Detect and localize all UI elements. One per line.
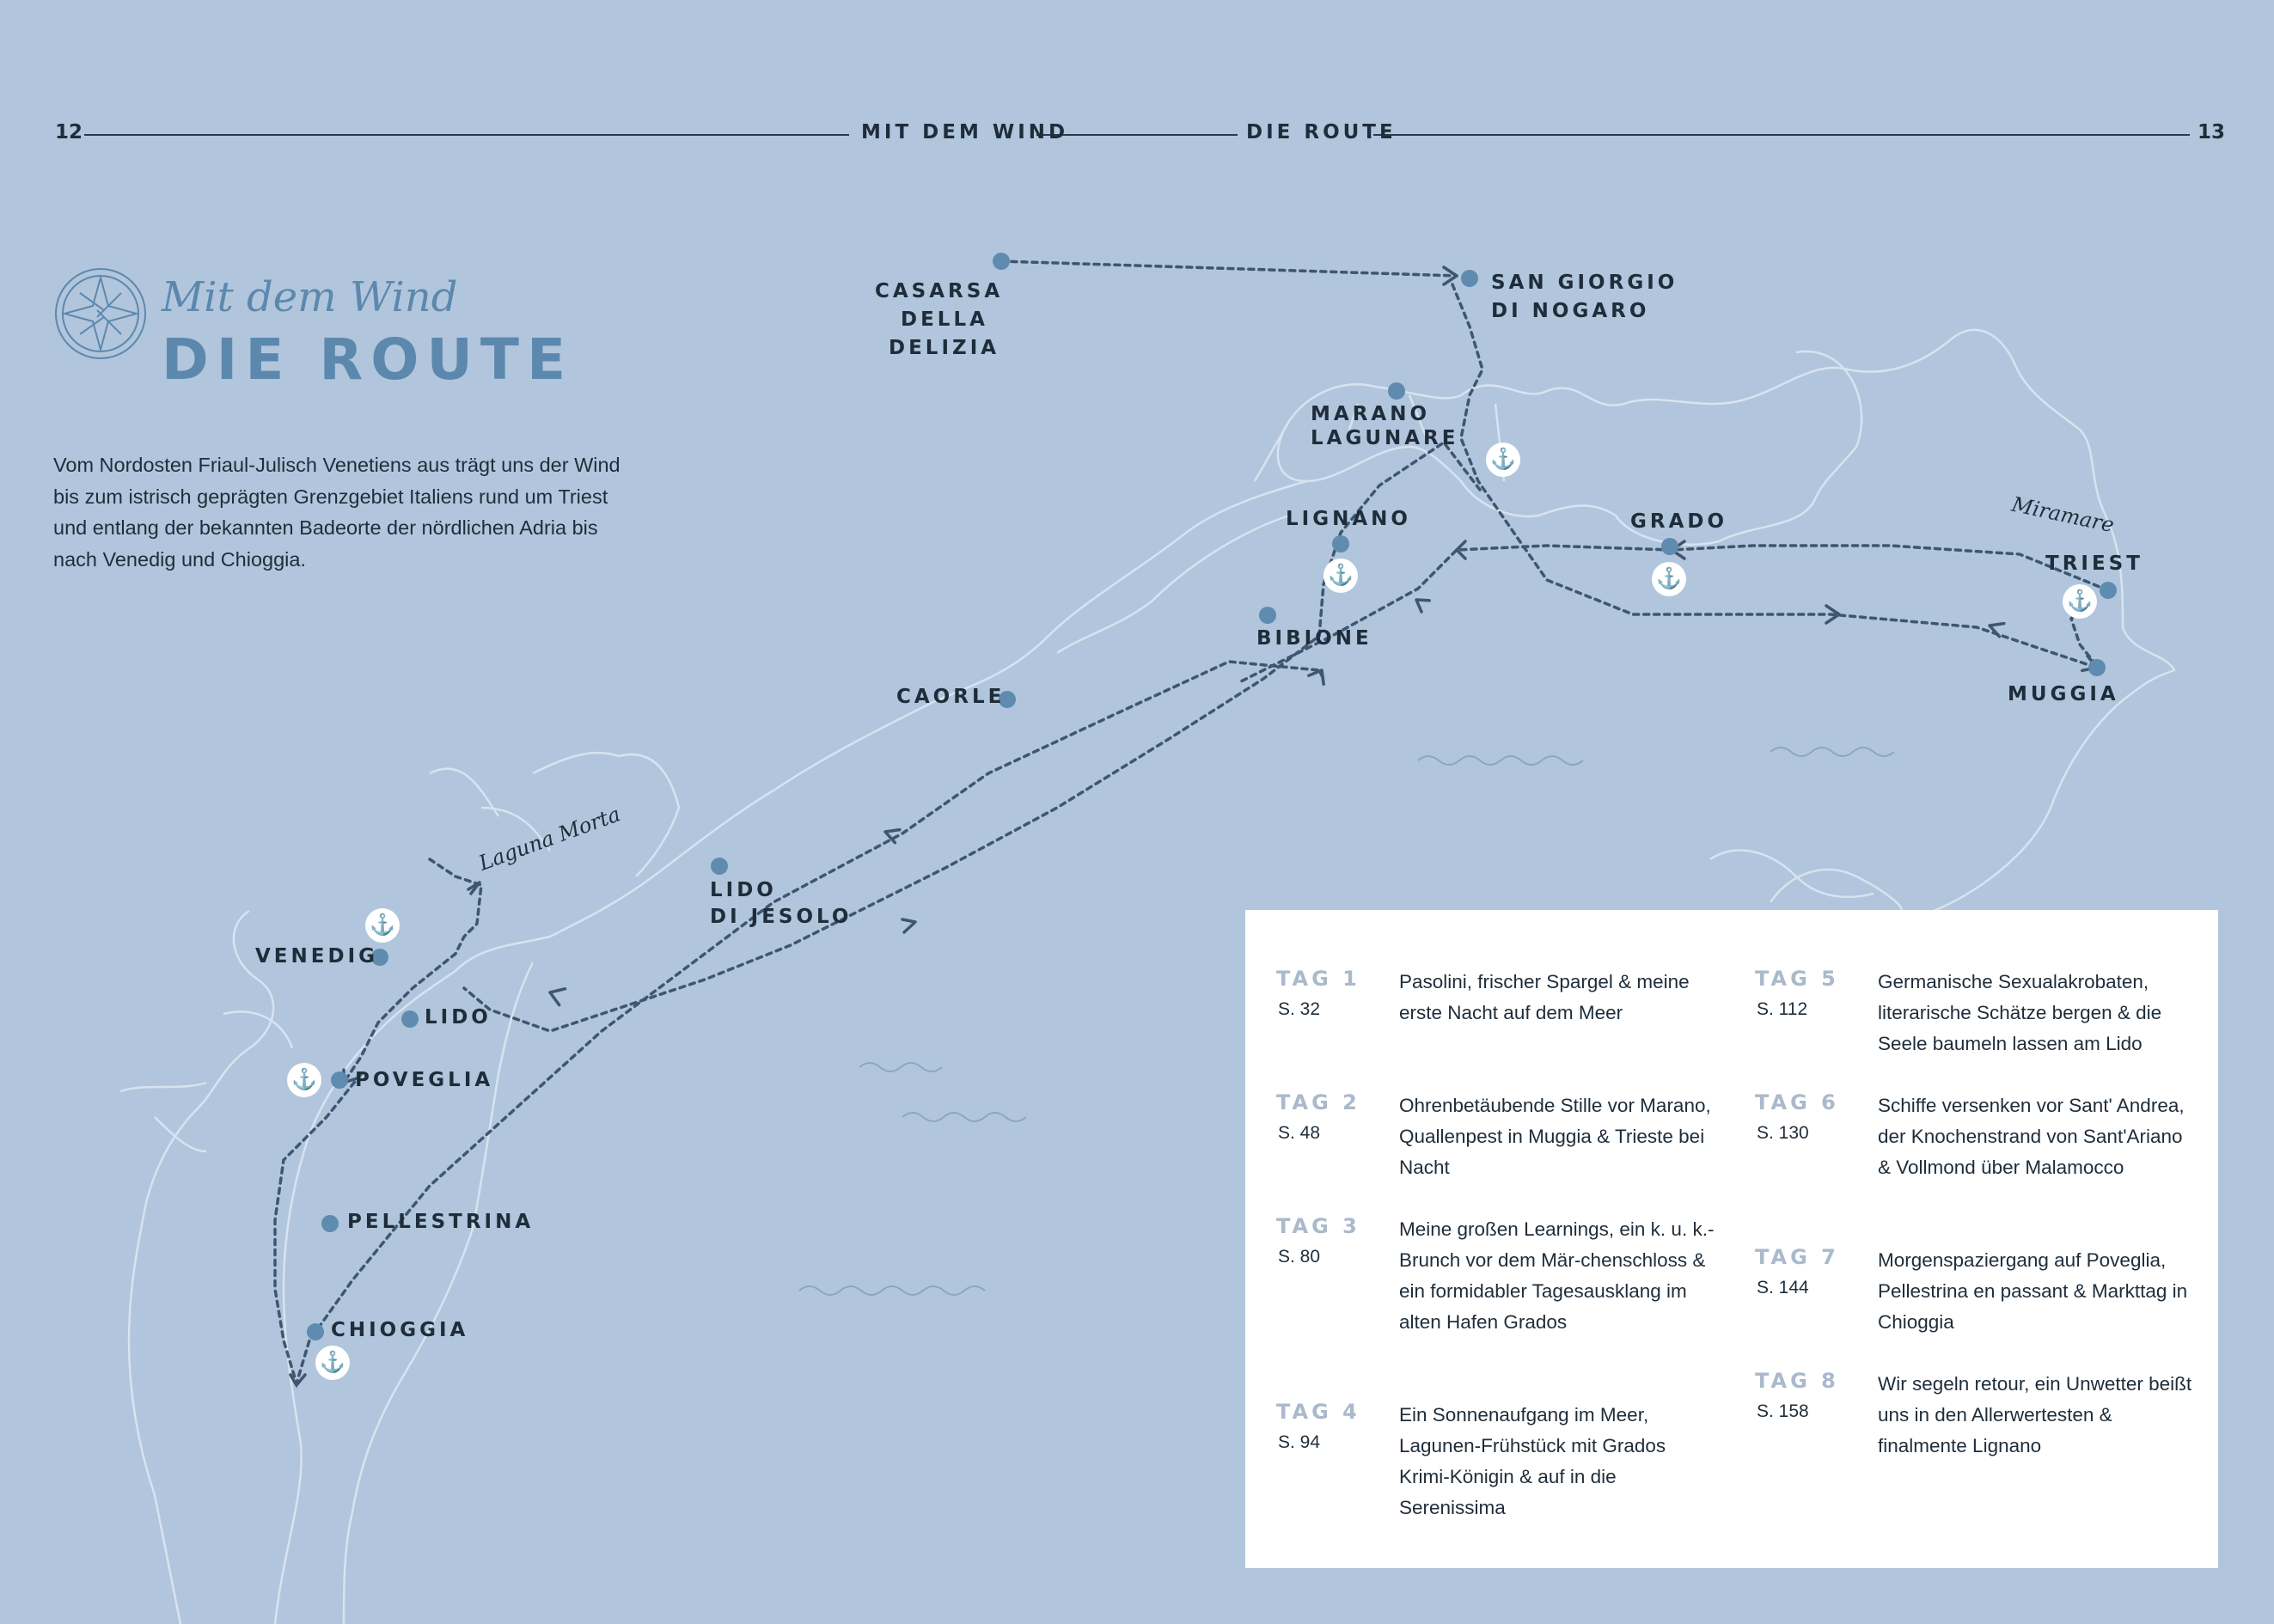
legend-text: Morgenspaziergang auf Poveglia, Pellestrina en passant & Markttag in Chioggia: [1878, 1249, 2188, 1333]
marker-lido: [401, 1010, 419, 1028]
label-miramare: Miramare: [2009, 491, 2117, 538]
label-lignano: LIGNANO: [1286, 508, 1411, 530]
legend-tag: TAG 1: [1276, 967, 1360, 991]
legend-page: S. 144: [1757, 1278, 1809, 1297]
compass-rose-icon: [56, 269, 145, 358]
page-number-right: 13: [2198, 121, 2226, 143]
legend-text: Ohrenbetäubende Stille vor Marano, Quallenpest in Muggia & Trieste bei Nacht: [1399, 1095, 1711, 1178]
legend-text: Meine großen Learnings, ein k. u. k.-Brunch vor dem Mär-chenschloss & ein formidabler Tagesausklang im alten Hafen Grados: [1399, 1218, 1715, 1333]
label-poveglia: POVEGLIA: [355, 1069, 494, 1091]
running-header-right: DIE ROUTE: [1246, 121, 1397, 143]
page-number-left: 12: [55, 121, 83, 143]
legend-page: S. 112: [1757, 999, 1808, 1019]
label-casarsa: [875, 278, 1003, 306]
legend-tag: TAG 7: [1755, 1245, 1839, 1269]
label-marano-2: LAGUNARE: [1311, 427, 1459, 449]
legend-text: Schiffe versenken vor Sant' Andrea, der Knochenstrand von Sant'Ariano & Vollmond über Malamocco: [1878, 1095, 2185, 1178]
legend-page: S. 80: [1278, 1247, 1321, 1267]
label-san-giorgio: SAN GIORGIO: [1491, 272, 1678, 294]
label-casarsa-2: [901, 306, 988, 334]
legend-text: Germanische Sexualakrobaten, literarische Schätze bergen & die Seele baumeln lassen am Lido: [1878, 971, 2162, 1054]
label-lido-jesolo-2: DI JESOLO: [710, 906, 853, 928]
label-venedig: VENEDIG: [255, 945, 378, 968]
label-laguna-morta: Laguna Morta: [475, 802, 624, 876]
marker-casarsa: [993, 253, 1010, 270]
legend-page: S. 94: [1278, 1432, 1321, 1452]
label-grado: GRADO: [1630, 510, 1728, 533]
label-casarsa-line: DELLA: [901, 308, 988, 331]
legend-tag: TAG 5: [1755, 967, 1839, 991]
label-marano: MARANO: [1311, 403, 1430, 425]
label-bibione: BIBIONE: [1256, 627, 1372, 650]
label-pellestrina: PELLESTRINA: [347, 1211, 535, 1233]
legend-page: S. 32: [1278, 999, 1321, 1019]
marker-pellestrina: [321, 1215, 339, 1232]
legend-text: Ein Sonnenaufgang im Meer, Lagunen-Frühstück mit Grados Krimi-Königin & auf in die Serenissima: [1399, 1404, 1666, 1518]
legend-page: S. 48: [1278, 1123, 1321, 1143]
anchor-icon: ⚓: [365, 908, 400, 943]
anchor-icon: ⚓: [2063, 584, 2097, 619]
label-casarsa-line: DELIZIA: [889, 337, 1000, 359]
title-script: Mit dem Wind: [162, 273, 458, 321]
anchor-icon: ⚓: [1323, 559, 1358, 593]
legend-tag: TAG 3: [1276, 1214, 1360, 1238]
label-casarsa-line: CASARSA: [875, 280, 1004, 302]
marker-grado: [1661, 538, 1678, 555]
marker-bibione: [1259, 607, 1276, 624]
marker-san-giorgio: [1461, 270, 1478, 287]
legend-text: Pasolini, frischer Spargel & meine erste Nacht auf dem Meer: [1399, 971, 1690, 1023]
page-title: DIE ROUTE: [162, 327, 574, 393]
anchor-icon: ⚓: [1486, 443, 1520, 477]
marker-lido-jesolo: [711, 858, 728, 875]
label-casarsa-3: [889, 334, 999, 363]
marker-chioggia: [307, 1323, 324, 1340]
label-lido-jesolo: LIDO: [710, 879, 777, 901]
label-caorle: CAORLE: [896, 686, 1006, 708]
label-san-giorgio-2: DI NOGARO: [1491, 300, 1650, 322]
marker-triest: [2100, 582, 2117, 599]
legend-tag: TAG 8: [1755, 1369, 1839, 1393]
label-chioggia: CHIOGGIA: [331, 1319, 469, 1341]
anchor-icon: ⚓: [315, 1346, 350, 1380]
legend-text: Wir segeln retour, ein Unwetter beißt uns in den Allerwertesten & finalmente Lignano: [1878, 1373, 2192, 1456]
legend-tag: TAG 2: [1276, 1090, 1360, 1114]
marker-poveglia: [331, 1071, 348, 1089]
legend-page: S. 130: [1757, 1123, 1809, 1143]
label-lido: LIDO: [425, 1006, 492, 1029]
anchor-icon: ⚓: [287, 1063, 321, 1097]
itinerary-legend: [1245, 910, 2218, 1568]
anchor-icon: ⚓: [1652, 562, 1686, 596]
intro-text: Vom Nordosten Friaul-Julisch Venetiens aus trägt uns der Wind bis zum istrisch geprägten Grenzgebiet Italiens rund um Triest und entlang der bekannten Badeorte der nördlichen Adria bis nach Venedig und Chioggia.: [53, 454, 620, 571]
label-muggia: MUGGIA: [2008, 683, 2119, 705]
legend-tag: TAG 6: [1755, 1090, 1839, 1114]
legend-page: S. 158: [1757, 1401, 1809, 1421]
running-header-left: MIT DEM WIND: [861, 121, 1069, 143]
marker-muggia: [2088, 659, 2106, 676]
marker-marano: [1388, 382, 1405, 400]
marker-lignano: [1332, 535, 1349, 553]
label-triest: TRIEST: [2045, 553, 2143, 575]
legend-tag: TAG 4: [1276, 1400, 1360, 1424]
